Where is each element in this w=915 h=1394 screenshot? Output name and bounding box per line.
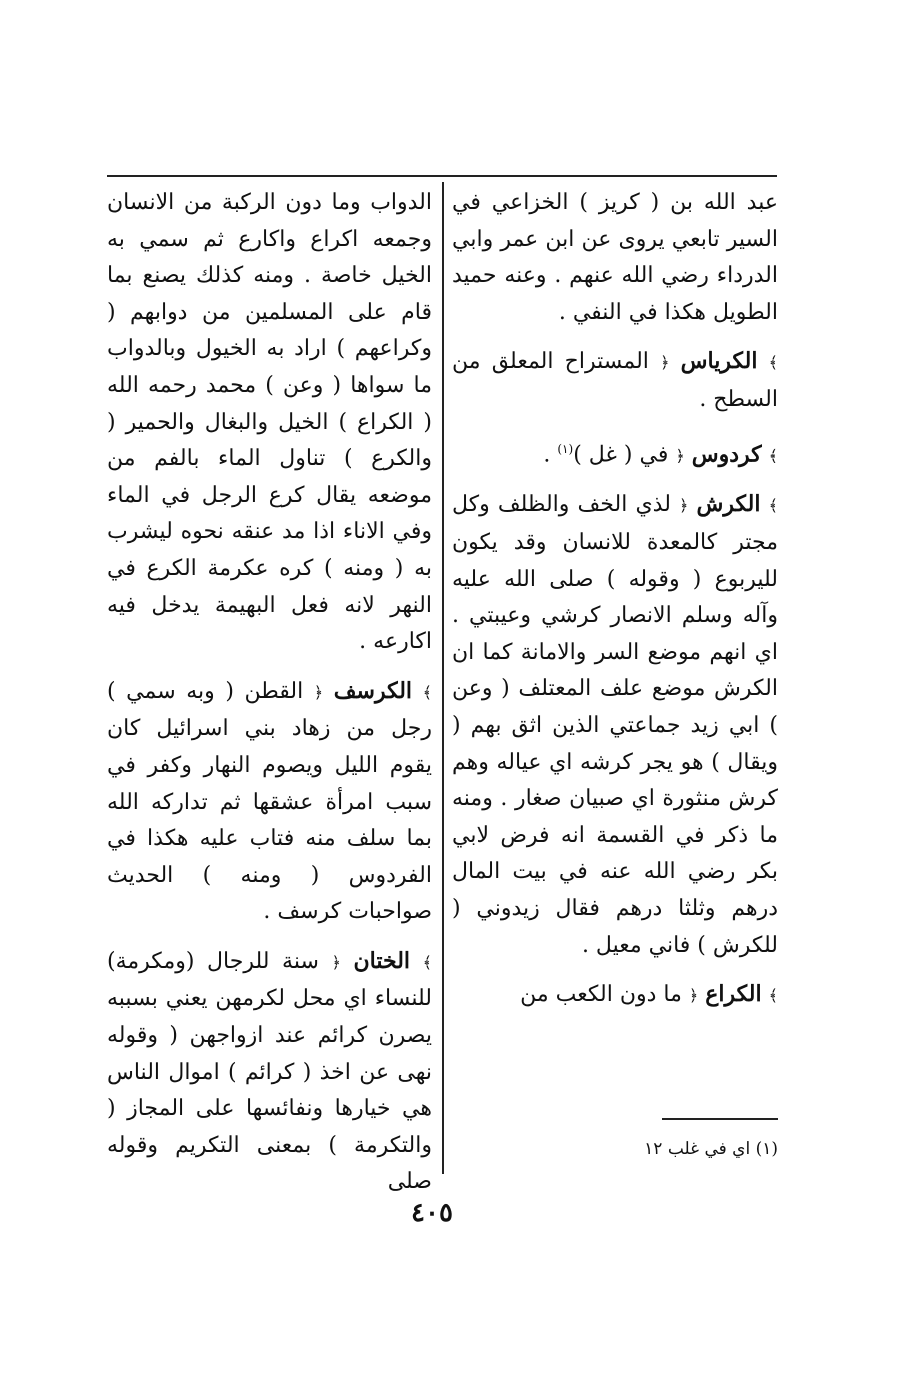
left-column: [107, 185, 432, 1213]
headword: الكراع: [705, 981, 762, 1008]
ornament-icon: ﴾: [768, 496, 778, 516]
ornament-icon: ﴾: [422, 952, 433, 972]
column-divider: [442, 182, 444, 1174]
entry-karyas: ﴾ الكرياس ﴿ المستراح المعلق من السطح .: [452, 348, 779, 412]
entry-kura: ﴾ الكراع ﴿ ما دون الكعب من: [520, 981, 778, 1008]
top-rule: [107, 175, 777, 177]
ornament-icon: ﴿: [331, 952, 341, 972]
entry-paragraph: عبد الله بن ( كريز ) الخزاعي في السير تابعي يروى عن ابن عمر وابي الدرداء رضي الله عنهم . وعنه حميد الطويل هكذا في النفي .: [452, 190, 778, 325]
entry-kardus: ﴾ كردوس ﴿ في ( غل )$^{(١)}$ .: [543, 440, 778, 467]
entry-paragraph: الدواب وما دون الركبة من الانسان وجمعه اكراع واكارع ثم سمي به الخيل خاصة . ومنه كذلك يصنع بما قام على المسلمين من دوابهم ( وكراعهم ) اراد به الخيول وبالدواب ما سواها ( وعن ) محمد رحمه الله ( الكراع ) الخيل والبغال والحمير ( والكرع ) تناول الماء بالفم من موضعه يقال كرع الرجل في الماء وفي الاناء اذا مد عنقه نحوه ليشرب به ( ومنه ) كره عكرمة الكرع في النهر لانه فعل البهيمة يدخل فيه اكارعه .: [107, 190, 432, 655]
footnote-rule: [662, 1118, 778, 1120]
entry-kursuf: ﴾ الكرسف ﴿ القطن ( وبه سمي ) رجل من زهاد بني اسرائيل كان يقوم الليل ويصوم النهار وكفر في سبب امرأة عشقها ثم تداركه الله بما سلف منه فتاب عليه هكذا في الفردوس ( ومنه ) الحديث صواحبات كرسف .: [107, 677, 432, 925]
footnote: (١) اي في غلب ١٢: [644, 1139, 778, 1159]
entry-karsh: ﴾ الكرش ﴿ لذي الخف والظلف وكل مجتر كالمعدة للانسان وقد يكون لليربوع ( وقوله ) صلى الله عليه وآله وسلم الانصار كرشي وعيبتي . اي انهم موضع السر والامانة كما ان الكرش موضع علف المعتلف ( وعن ) ابي زيد جماعتي الذين اثق بهم ( ويقال ) هو يجر كرشه اي عياله وهم كرش منثورة اي صبيان صغار . ومنه ما ذكر في القسمة انه فرض لابي بكر رضي الله عنه في بيت المال درهم وثلثا درهم فقال زيدوني ( للكرش ) فاني معيل .: [452, 491, 778, 958]
ornament-icon: ﴾: [768, 445, 778, 465]
headword: الكرياس: [680, 348, 758, 375]
ornament-icon: ﴿: [313, 682, 324, 702]
ornament-icon: ﴾: [768, 986, 778, 1006]
ornament-icon: ﴿: [679, 496, 689, 516]
headword: الكرش: [696, 491, 761, 518]
entry-khitan: ﴾ الختان ﴿ سنة للرجال (ومكرمة) للنساء اي محل لكرمهن يعني بسببه يصرن كرائم عند ازواجهن ( وقوله نهى عن اخذ ( كرائم ) اموال الناس هي خيارها ونفائسها على المجاز ( والتكرمة ) بمعنى التكريم وقوله صلى: [107, 947, 433, 1195]
footnote-marker: (١): [557, 441, 574, 456]
ornament-icon: ﴾: [422, 682, 432, 702]
ornament-icon: ﴿: [675, 445, 685, 465]
page-number: ٤٠٥: [411, 1198, 453, 1228]
right-column: [452, 185, 778, 1027]
headword: كردوس: [691, 440, 762, 467]
headword: الكرسف: [333, 677, 413, 704]
ornament-icon: ﴾: [768, 353, 779, 373]
headword: الختان: [353, 947, 411, 974]
ornament-icon: ﴿: [688, 986, 699, 1006]
ornament-icon: ﴿: [660, 353, 670, 373]
